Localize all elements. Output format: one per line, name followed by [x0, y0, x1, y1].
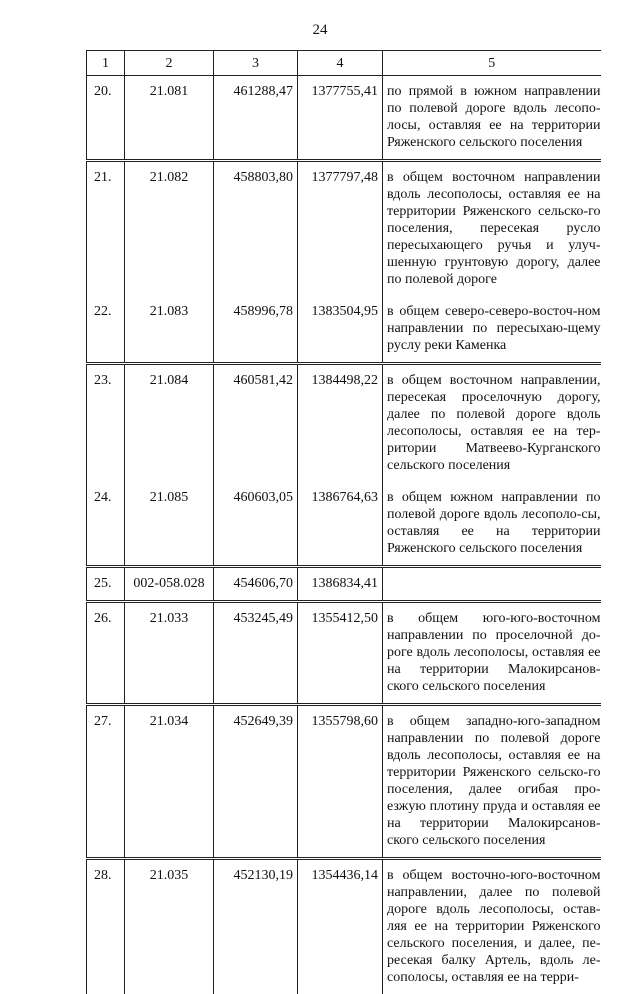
boundary-description: в общем западно-юго-западном направлении по полевой дороге вдоль лесополосы, оставляя ее на территории Ряженского сельско-го поселения, далее огибая про-езжую плотину пруда и оставляя ее на территории Малокирсанов-ского сельского поселения: [383, 705, 601, 859]
point-code: 21.085: [125, 482, 214, 567]
coord-x: 460603,05: [214, 482, 298, 567]
table-row: [87, 567, 601, 602]
coord-y: 1354436,14: [298, 859, 383, 994]
table-row: [87, 859, 601, 994]
coord-x: 452130,19: [214, 859, 298, 994]
point-code: 21.083: [125, 296, 214, 364]
header-col-3: 3: [214, 51, 298, 76]
row-number: 20.: [87, 76, 125, 161]
boundary-description: в общем восточном направлении, пересекая проселочную дорогу, далее по полевой дороге вдоль лесополосы, оставляя ее на тер-ритории Матвеево-Курганского сельского поселения: [383, 364, 601, 483]
boundary-description: в общем южном направлении по полевой дороге вдоль лесополо-сы, оставляя ее на территории Ряженского сельского поселения: [383, 482, 601, 567]
coord-x: 453245,49: [214, 602, 298, 705]
coord-x: 454606,70: [214, 567, 298, 602]
table-row: [87, 161, 601, 297]
point-code: 21.082: [125, 161, 214, 297]
table-row: [87, 76, 601, 161]
header-col-5: 5: [383, 51, 601, 76]
table-header-row: [87, 51, 601, 76]
coord-y: 1384498,22: [298, 364, 383, 483]
coord-y: 1355798,60: [298, 705, 383, 859]
point-code: 21.034: [125, 705, 214, 859]
point-code: 21.081: [125, 76, 214, 161]
coord-x: 461288,47: [214, 76, 298, 161]
row-number: 28.: [87, 859, 125, 994]
row-number: 26.: [87, 602, 125, 705]
coord-y: 1377755,41: [298, 76, 383, 161]
coord-y: 1386834,41: [298, 567, 383, 602]
table-row: [87, 602, 601, 705]
coord-y: 1377797,48: [298, 161, 383, 297]
header-col-2: 2: [125, 51, 214, 76]
coord-y: 1386764,63: [298, 482, 383, 567]
point-code: 21.084: [125, 364, 214, 483]
table-row: [87, 482, 601, 567]
boundary-description: в общем северо-северо-восточ-ном направлении по пересыхаю-щему руслу реки Каменка: [383, 296, 601, 364]
row-number: 21.: [87, 161, 125, 297]
point-code: 21.033: [125, 602, 214, 705]
point-code: 21.035: [125, 859, 214, 994]
boundary-points-table: [86, 50, 601, 994]
coord-x: 460581,42: [214, 364, 298, 483]
header-col-1: 1: [87, 51, 125, 76]
coord-y: 1383504,95: [298, 296, 383, 364]
point-code: 002-058.028: [125, 567, 214, 602]
header-col-4: 4: [298, 51, 383, 76]
table-row: [87, 364, 601, 483]
boundary-description: в общем восточно-юго-восточном направлении, далее по полевой дороге вдоль лесополосы, остав-ляя ее на территории Ряженского сельского поселения, и далее, пе-ресекая балку Артель, вдоль ле-сополосы, оставляя ее на терри-: [383, 859, 601, 994]
boundary-description: [383, 567, 601, 602]
boundary-description: в общем юго-юго-восточном направлении по проселочной до-роге вдоль лесополосы, оставляя ее на территории Малокирсанов-ского сельского поселения: [383, 602, 601, 705]
coord-x: 458996,78: [214, 296, 298, 364]
row-number: 24.: [87, 482, 125, 567]
row-number: 23.: [87, 364, 125, 483]
boundary-description: в общем восточном направлении вдоль лесополосы, оставляя ее на территории Ряженского сельско-го поселения, пересекая русло пересыхающего ручья и улуч-шенную грунтовую дорогу, далее по полевой дороге: [383, 161, 601, 297]
coord-x: 452649,39: [214, 705, 298, 859]
boundary-description: по прямой в южном направлении по полевой дороге вдоль лесопо-лосы, оставляя ее на территории Ряженского сельского поселения: [383, 76, 601, 161]
row-number: 25.: [87, 567, 125, 602]
table-row: [87, 705, 601, 859]
row-number: 22.: [87, 296, 125, 364]
table-row: [87, 296, 601, 364]
row-number: 27.: [87, 705, 125, 859]
coord-x: 458803,80: [214, 161, 298, 297]
page-number: 24: [0, 22, 640, 39]
coord-y: 1355412,50: [298, 602, 383, 705]
